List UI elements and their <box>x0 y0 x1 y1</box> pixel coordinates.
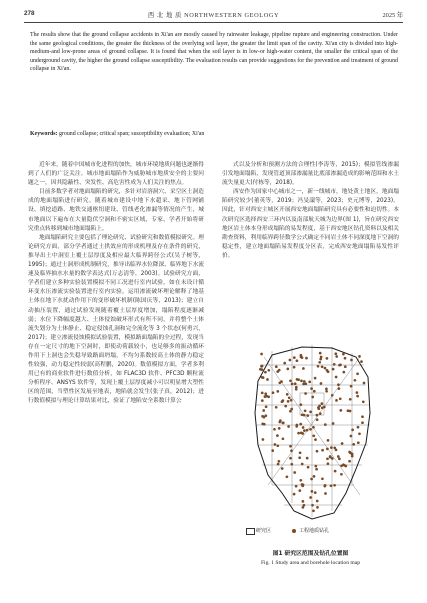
borehole-marker <box>281 422 284 425</box>
borehole-marker <box>273 428 276 431</box>
borehole-marker <box>276 444 279 447</box>
borehole-marker <box>325 390 328 393</box>
borehole-marker <box>278 369 281 372</box>
borehole-marker <box>299 451 302 454</box>
borehole-marker <box>310 478 313 481</box>
borehole-marker <box>363 382 366 385</box>
keywords-line <box>30 130 398 138</box>
right-column <box>222 161 399 261</box>
borehole-marker <box>302 483 305 486</box>
borehole-marker <box>290 449 293 452</box>
body-paragraph: 西安作为国家中心城市之一，新一线城市，地处黄土地区，地面塌陷研究较少(董英等，2019；冯旻譞等，2023；史元博等，2023)。因此，针对西安主城区开展西安地面塌陷研究具有必要性和迫切性。本次研究区选择西安三环内以及南部航天城为边界(图 1)，旨在研究西安地区岩土体本身形成塌陷的易发程度，基于西安地区钻孔资料以及相关勘查资料，利用临界跨径数学公式确定不同岩土体不同深度地下空洞的稳定性，建立地面塌陷易发程度分区表，完成西安地面塌陷易发性评价。 <box>222 189 399 259</box>
borehole-marker <box>293 471 296 474</box>
borehole-marker <box>310 387 313 390</box>
borehole-marker <box>314 491 317 494</box>
borehole-marker <box>337 455 340 458</box>
borehole-marker <box>349 398 352 401</box>
borehole-marker <box>314 377 317 380</box>
borehole-marker <box>338 458 341 461</box>
borehole-marker <box>303 414 306 417</box>
borehole-marker <box>327 462 330 465</box>
borehole-marker <box>286 368 289 371</box>
borehole-marker <box>297 432 300 435</box>
borehole-marker <box>326 457 329 460</box>
borehole-marker <box>277 463 280 466</box>
borehole-marker <box>289 359 292 362</box>
borehole-marker <box>281 467 284 470</box>
borehole-marker <box>261 415 264 418</box>
borehole-marker <box>300 356 303 359</box>
borehole-marker <box>337 383 340 386</box>
borehole-marker <box>319 358 322 361</box>
borehole-marker <box>351 455 354 458</box>
borehole-marker <box>352 443 355 446</box>
borehole-marker <box>313 475 316 478</box>
borehole-marker <box>331 394 334 397</box>
borehole-marker <box>288 396 291 399</box>
borehole-marker <box>260 353 263 356</box>
borehole-marker <box>287 425 290 428</box>
borehole-marker <box>350 385 353 388</box>
borehole-marker <box>261 399 264 402</box>
borehole-marker <box>260 365 263 368</box>
borehole-marker <box>302 367 305 370</box>
borehole-marker <box>316 450 319 453</box>
borehole-marker <box>302 506 305 509</box>
borehole-marker <box>302 426 305 429</box>
borehole-marker <box>321 477 324 480</box>
borehole-marker <box>306 414 309 417</box>
borehole-marker <box>329 455 332 458</box>
borehole-marker <box>317 365 320 368</box>
borehole-marker <box>272 391 275 394</box>
borehole-marker <box>282 399 285 402</box>
borehole-marker <box>327 370 330 373</box>
borehole-marker <box>265 405 268 408</box>
borehole-marker <box>341 442 344 445</box>
borehole-marker <box>343 464 346 467</box>
borehole-marker <box>330 484 333 487</box>
borehole-marker <box>259 368 262 371</box>
borehole-marker <box>321 402 324 405</box>
borehole-marker <box>275 406 278 409</box>
borehole-marker <box>264 392 267 395</box>
borehole-marker <box>289 379 292 382</box>
left-column <box>28 161 204 407</box>
borehole-marker <box>308 381 311 384</box>
borehole-marker <box>321 406 324 409</box>
borehole-marker <box>262 409 265 412</box>
borehole-marker <box>306 429 309 432</box>
borehole-marker <box>311 396 314 399</box>
issue-year: 2025 年 <box>382 12 403 19</box>
borehole-marker <box>333 446 336 449</box>
borehole-marker <box>290 408 293 411</box>
borehole-marker <box>312 434 315 437</box>
borehole-marker <box>309 496 312 499</box>
body-paragraph: 近年来，随着中国城市化进程的加快，城市环境地质问题也逐渐得到了人们的广泛关注。城市地面塌陷作为威胁城市地质安全的主要问题之一，因其隐蔽性、突发性、高危害性成为人们关注的焦点。 <box>28 162 204 187</box>
borehole-marker <box>295 386 298 389</box>
borehole-marker <box>319 412 322 415</box>
borehole-marker <box>339 409 342 412</box>
borehole-marker <box>335 376 338 379</box>
borehole-marker <box>304 409 307 412</box>
borehole-marker <box>278 427 281 430</box>
borehole-marker <box>332 422 335 425</box>
borehole-marker <box>340 473 343 476</box>
borehole-marker <box>300 380 303 383</box>
borehole-marker <box>321 365 324 368</box>
borehole-marker <box>348 451 351 454</box>
borehole-marker <box>315 468 318 471</box>
borehole-marker <box>283 362 286 365</box>
borehole-marker <box>294 382 297 385</box>
borehole-marker <box>316 506 319 509</box>
borehole-marker <box>266 378 269 381</box>
borehole-marker <box>295 485 298 488</box>
borehole-marker <box>344 365 347 368</box>
journal-name: 西 北 地 质 NORTHWESTERN GEOLOGY <box>147 12 280 19</box>
running-header <box>24 10 403 22</box>
borehole-marker <box>333 484 336 487</box>
borehole-marker <box>344 357 347 360</box>
keywords-label: Keywords: <box>30 131 58 137</box>
borehole-marker <box>325 388 328 391</box>
borehole-marker <box>309 411 312 414</box>
legend-borehole-label: 工程地质钻孔 <box>299 528 330 534</box>
borehole-marker <box>348 460 351 463</box>
borehole-marker <box>342 371 345 374</box>
borehole-marker <box>351 429 354 432</box>
body-paragraph: 目前多数学者对地面塌陷的研究，多针对岩溶洞穴、采空区土洞造成的地面塌陷进行研究。随着城市建设中地下水超采、地下管网铺设、填挖道路、地铁交通枢纽建设、管线老化渗漏等情况的产生，城市地面以下遍布在大量隐伏空洞和不密实区域，专家、学者开始将研究重点转移到城市地面塌陷上。 <box>28 189 204 232</box>
borehole-marker <box>350 435 353 438</box>
borehole-marker <box>282 437 285 440</box>
borehole-marker <box>313 390 316 393</box>
borehole-marker <box>305 357 308 360</box>
borehole-marker <box>339 397 342 400</box>
borehole-marker <box>334 470 337 473</box>
borehole-marker <box>262 438 265 441</box>
borehole-marker <box>312 426 315 429</box>
borehole-marker <box>298 489 301 492</box>
borehole-marker <box>302 383 305 386</box>
borehole-marker <box>276 390 279 393</box>
borehole-marker <box>321 449 324 452</box>
borehole-marker <box>267 369 270 372</box>
borehole-marker <box>300 432 303 435</box>
borehole-marker <box>303 380 306 383</box>
borehole-marker <box>293 356 296 359</box>
study-area-legend-swatch <box>246 528 255 535</box>
borehole-marker <box>309 428 312 431</box>
borehole-marker <box>297 378 300 381</box>
borehole-marker <box>296 359 299 362</box>
borehole-marker <box>326 448 329 451</box>
borehole-marker <box>262 376 265 379</box>
borehole-marker <box>335 355 338 358</box>
borehole-marker <box>361 421 364 424</box>
borehole-marker <box>261 392 264 395</box>
borehole-marker <box>327 439 330 442</box>
borehole-marker <box>298 456 301 459</box>
borehole-marker <box>347 409 350 412</box>
borehole-marker <box>320 382 323 385</box>
map-legend <box>246 526 386 538</box>
borehole-marker <box>286 475 289 478</box>
borehole-marker <box>318 361 321 364</box>
study-area-map <box>242 335 382 525</box>
borehole-marker <box>271 449 274 452</box>
borehole-marker <box>265 395 268 398</box>
body-paragraph: 地面塌陷研究主要包括了理论研究、试验研究和数值模拟研究。理论研究方面，部分学者通过土拱效应的形成机理及存在条件的研究，推导出土中洞室上覆土层厚度及相应最大临界跨径公式(吴子树等，1995)；通过土洞形成机制研究，推导出临界水位降深、临界地下水流速及临界抽水水量的数学表达式(万志清等，2003)。试验研究方面，学者们建立多种实验装置模拟不同工况进行室内试验，如在未设计循环变水压渗流实验装置进行室内实验，运用渗流破坏理论解释了地基土体在地下水扰动作用下的变形破坏机制(陈国庆等，2013)；建立自动抽压装置，通过试验发现随着覆土层厚度增加，塌陷程度逐渐减弱；水位下降幅度越大、土体侵蚀破坏形式有所不同，并将整个土体流失划分为土体静止、稳定侵蚀孔洞和完全流化等 3 个状态(何勇兴，2017)；建立渗流侵蚀模拟试验装置，模拟路面塌陷的全过程，发现当存在一定尺寸的地下空洞时，即使动荷载较小，也足够多的振动循环作用下上洞也会失稳导致路面坍塌，不均匀系数较高土体的静力稳定性较强，动力稳定性较弱(高程鹏，2020)。数值模拟方面，学者多利用已有的商业软件进行数值分析，如 FLAC3D 软件、PFC3D 颗粒流分析程序、ANSYS 软件等，发现上覆土层厚度减小可以明显增大塑性区的范围，当塑性区发展至地表，地陷就会发生(张子真，2012)；进行数值模拟与理论计算结果对比，验证了地陷安全系数计算公 <box>28 234 204 405</box>
borehole-legend-swatch <box>292 529 296 533</box>
borehole-marker <box>306 457 309 460</box>
borehole-marker <box>318 404 321 407</box>
borehole-marker <box>338 387 341 390</box>
borehole-marker <box>304 392 307 395</box>
borehole-marker <box>316 500 319 503</box>
figure-caption-zh: 图1 研究区范围及钻孔位置图 <box>272 551 349 557</box>
borehole-marker <box>354 379 357 382</box>
borehole-marker <box>331 457 334 460</box>
borehole-marker <box>296 424 299 427</box>
borehole-marker <box>358 355 361 358</box>
borehole-marker <box>356 391 359 394</box>
borehole-marker <box>276 434 279 437</box>
borehole-marker <box>299 479 302 482</box>
borehole-marker <box>278 421 281 424</box>
borehole-marker <box>324 492 327 495</box>
borehole-marker <box>324 423 327 426</box>
borehole-marker <box>293 366 296 369</box>
borehole-marker <box>350 359 353 362</box>
study-area-boundary <box>255 347 370 519</box>
figure-caption-en: Fig. 1 Study area and borehole location map <box>260 560 361 566</box>
borehole-marker <box>303 429 306 432</box>
borehole-marker <box>290 463 293 466</box>
borehole-marker <box>314 438 317 441</box>
borehole-marker <box>319 352 322 355</box>
borehole-marker <box>289 457 292 460</box>
header-rule <box>24 22 403 23</box>
borehole-marker <box>291 383 294 386</box>
borehole-marker <box>324 367 327 370</box>
borehole-marker <box>357 441 360 444</box>
borehole-marker <box>362 400 365 403</box>
keywords-list: ground collapse; critical span; susceptibility evaluation; Xi'an <box>58 131 205 137</box>
borehole-marker <box>293 493 296 496</box>
borehole-marker <box>299 403 302 406</box>
borehole-marker <box>314 465 317 468</box>
borehole-marker <box>356 395 359 398</box>
borehole-marker <box>274 443 277 446</box>
borehole-marker <box>316 414 319 417</box>
borehole-marker <box>278 381 281 384</box>
borehole-marker <box>275 365 278 368</box>
borehole-marker <box>323 485 326 488</box>
borehole-marker <box>339 363 342 366</box>
borehole-marker <box>316 418 319 421</box>
borehole-marker <box>332 368 335 371</box>
borehole-marker <box>342 353 345 356</box>
borehole-marker <box>311 490 314 493</box>
borehole-marker <box>287 400 290 403</box>
borehole-marker <box>358 432 361 435</box>
page-number: 278 <box>24 10 35 17</box>
borehole-marker <box>334 352 337 355</box>
borehole-marker <box>307 466 310 469</box>
borehole-marker <box>299 423 302 426</box>
borehole-marker <box>360 360 363 363</box>
borehole-marker <box>301 463 304 466</box>
borehole-marker <box>330 446 333 449</box>
borehole-marker <box>357 426 360 429</box>
borehole-marker <box>340 464 343 467</box>
borehole-marker <box>264 371 267 374</box>
borehole-marker <box>286 393 289 396</box>
borehole-marker <box>361 415 364 418</box>
borehole-marker <box>311 504 314 507</box>
borehole-marker <box>261 423 264 426</box>
borehole-marker <box>312 509 315 512</box>
borehole-marker <box>290 399 293 402</box>
borehole-marker <box>278 460 281 463</box>
body-paragraph: 式以及分析和预测方法的合理性(李涛等，2015)；模拟管线渗漏引发地面塌陷，发现管道顶部渗漏量比底部渗漏造成的影响范围和水土流失量更大(付栋等，2018)。 <box>222 162 399 187</box>
borehole-marker <box>284 405 287 408</box>
legend-study-area-label: 研究区 <box>256 528 272 534</box>
borehole-marker <box>356 372 359 375</box>
borehole-marker <box>302 500 305 503</box>
borehole-marker <box>326 357 329 360</box>
abstract-text: The results show that the ground collapse accidents in Xi'an are mostly caused by rainwater leakage, pipeline rupture and engineering construction. Under the same geological conditions, the greater the thickness of the overlying soil layer, the greater the limit span of the cavity. Xi'an city is divided into high-medium-and low-prone areas of ground collapse. It is found that when the soil layer is in low-or high-water content, the smaller the critical span of the underground cavity, the higher the ground collapse susceptibility. The evaluation results can provide suggestions for the prevention and treatment of ground collapse in Xi'an. <box>30 32 398 73</box>
borehole-marker <box>335 399 338 402</box>
borehole-marker <box>289 445 292 448</box>
borehole-marker <box>333 363 336 366</box>
